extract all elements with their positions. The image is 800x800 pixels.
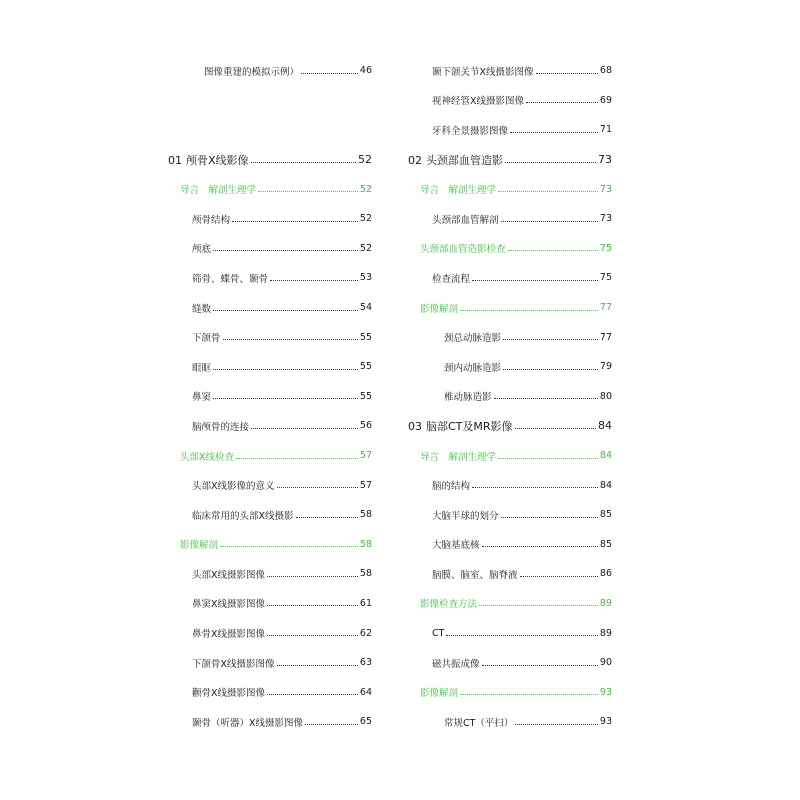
toc-subsection-entry[interactable] xyxy=(408,470,612,500)
toc-section-entry[interactable] xyxy=(168,530,372,560)
page-number: 79 xyxy=(599,361,612,373)
page-number: 73 xyxy=(598,153,612,167)
entry-title: 头部X线摄影图像 xyxy=(192,569,266,581)
entry-title: 头部X线影像的意义 xyxy=(192,481,275,493)
entry-title: 图像重建的模拟示例） xyxy=(204,66,300,78)
page-number: 93 xyxy=(599,686,612,698)
dot-leader xyxy=(267,576,358,577)
chapter-number: 03 xyxy=(408,419,422,433)
page-number: 89 xyxy=(599,627,612,639)
entry-title: 椎动脉造影 xyxy=(444,392,492,404)
dot-leader xyxy=(503,369,598,370)
dot-leader xyxy=(482,546,598,547)
dot-leader xyxy=(472,487,598,488)
dot-leader xyxy=(508,250,598,251)
dot-leader xyxy=(460,310,598,311)
dot-leader xyxy=(267,694,358,695)
chapter-number: 01 xyxy=(168,153,182,167)
entry-title: 大脑基底核 xyxy=(432,540,480,552)
page-number: 62 xyxy=(359,627,372,639)
page-number: 52 xyxy=(358,153,372,167)
toc-section-entry[interactable] xyxy=(408,677,612,707)
entry-title: 鼻骨X线摄影图像 xyxy=(192,629,266,641)
dot-leader xyxy=(258,191,358,192)
page-number: 64 xyxy=(359,686,372,698)
toc-section-entry[interactable] xyxy=(408,441,612,471)
page-number: 55 xyxy=(359,390,372,402)
dot-leader xyxy=(232,221,358,222)
dot-leader xyxy=(267,635,358,636)
toc-subsection-entry[interactable] xyxy=(408,618,612,648)
chapter-heading xyxy=(168,152,249,168)
page-number: 80 xyxy=(599,390,612,402)
page-number: 52 xyxy=(359,213,372,225)
toc-section-entry[interactable] xyxy=(408,234,612,264)
page-number: 89 xyxy=(599,597,612,609)
entry-title: 颞骨（听器）X线摄影图像 xyxy=(192,717,304,729)
page-number: 54 xyxy=(359,302,372,314)
toc-section-entry[interactable] xyxy=(408,174,612,204)
page-number: 77 xyxy=(599,331,612,343)
page-number: 58 xyxy=(359,568,372,580)
dot-leader xyxy=(472,280,598,281)
dot-leader xyxy=(277,665,358,666)
toc-subsection-entry[interactable] xyxy=(408,204,612,234)
entry-title: 影像解剖 xyxy=(420,303,459,315)
dot-leader xyxy=(213,369,358,370)
entry-title: 颅底 xyxy=(192,244,212,256)
chapter-number: 02 xyxy=(408,153,422,167)
dot-leader xyxy=(446,635,597,636)
dot-leader xyxy=(515,724,597,725)
toc-section-entry[interactable] xyxy=(408,589,612,619)
entry-title: 导言 解剖生理学 xyxy=(420,451,497,463)
toc-subsection-entry[interactable] xyxy=(408,500,612,530)
toc-subsection-entry[interactable] xyxy=(408,707,612,737)
page-number: 75 xyxy=(599,272,612,284)
entry-title: 颧骨X线摄影图像 xyxy=(192,688,266,700)
entry-title: 鼻窦X线摄影图像 xyxy=(192,599,266,611)
dot-leader xyxy=(277,487,358,488)
dot-leader xyxy=(236,458,358,459)
dot-leader xyxy=(482,665,598,666)
blank-line xyxy=(168,86,372,116)
toc-subsection-entry[interactable] xyxy=(168,382,372,412)
entry-title: 脑膜、脑室、脑脊液 xyxy=(432,569,518,581)
page-number: 85 xyxy=(599,538,612,550)
toc-subsection-entry[interactable] xyxy=(408,559,612,589)
entry-title: 颞下颌关节X线摄影图像 xyxy=(432,66,534,78)
dot-leader xyxy=(213,310,358,311)
entry-title: 颈总动脉造影 xyxy=(444,333,502,345)
toc-subsection-entry[interactable] xyxy=(408,86,612,116)
toc-subsection-entry[interactable] xyxy=(408,352,612,382)
entry-title: 头颈部血管造影 xyxy=(426,153,503,167)
entry-title: 影像解剖 xyxy=(180,540,219,552)
entry-title: 影像检查方法 xyxy=(420,599,478,611)
chapter-heading xyxy=(408,418,513,434)
entry-title: 头颈部血管解剖 xyxy=(432,214,499,226)
entry-title: 颅骨X线影像 xyxy=(186,153,249,167)
page-number: 53 xyxy=(359,272,372,284)
entry-title: 常规CT（平扫） xyxy=(444,717,514,729)
page-number: 58 xyxy=(359,509,372,521)
toc-subsection-entry[interactable] xyxy=(168,322,372,352)
toc-subsection-entry[interactable] xyxy=(408,263,612,293)
page-number: 61 xyxy=(359,597,372,609)
entry-title: 眼眶 xyxy=(192,362,212,374)
page-number: 65 xyxy=(359,716,372,728)
page-number: 57 xyxy=(359,479,372,491)
toc-subsection-entry[interactable] xyxy=(168,589,372,619)
dot-leader xyxy=(251,162,356,163)
entry-title: 下颌骨 xyxy=(192,333,221,345)
chapter-heading xyxy=(408,152,503,168)
dot-leader xyxy=(498,458,598,459)
page-number: 93 xyxy=(599,716,612,728)
dot-leader xyxy=(270,280,358,281)
page-number: 69 xyxy=(599,94,612,106)
page-number: 58 xyxy=(359,538,372,550)
dot-leader xyxy=(503,339,598,340)
page-number: 73 xyxy=(599,213,612,225)
toc-chapter-entry[interactable] xyxy=(408,145,612,175)
toc-subsection-entry[interactable] xyxy=(168,677,372,707)
dot-leader xyxy=(510,132,598,133)
page-number: 85 xyxy=(599,509,612,521)
toc-subsection-entry[interactable] xyxy=(168,56,372,86)
toc-subsection-entry[interactable] xyxy=(408,115,612,145)
page-number: 84 xyxy=(598,419,612,433)
toc-column-left xyxy=(168,56,372,737)
entry-title: 视神经管X线摄影图像 xyxy=(432,96,525,108)
toc-subsection-entry[interactable] xyxy=(168,411,372,441)
dot-leader xyxy=(213,250,358,251)
entry-title: 临床常用的头部X线摄影 xyxy=(192,510,294,522)
page-number: 57 xyxy=(359,450,372,462)
entry-title: 大脑半球的划分 xyxy=(432,510,499,522)
dot-leader xyxy=(479,605,598,606)
toc-section-entry[interactable] xyxy=(168,174,372,204)
dot-leader xyxy=(515,428,596,429)
entry-title: 鼻窦 xyxy=(192,392,212,404)
entry-title: 脑颅骨的连接 xyxy=(192,421,250,433)
toc-subsection-entry[interactable] xyxy=(168,559,372,589)
dot-leader xyxy=(494,398,598,399)
entry-title: 导言 解剖生理学 xyxy=(420,185,497,197)
entry-title: 脑的结构 xyxy=(432,481,471,493)
entry-title: 检查流程 xyxy=(432,273,471,285)
dot-leader xyxy=(301,73,358,74)
toc-subsection-entry[interactable] xyxy=(408,530,612,560)
dot-leader xyxy=(536,73,598,74)
dot-leader xyxy=(498,191,598,192)
entry-title: 影像解剖 xyxy=(420,688,459,700)
page-number: 46 xyxy=(359,65,372,77)
page-number: 84 xyxy=(599,479,612,491)
page-number: 86 xyxy=(599,568,612,580)
entry-title: 牙科全景摄影图像 xyxy=(432,125,509,137)
page-number: 75 xyxy=(599,242,612,254)
page-number: 52 xyxy=(359,242,372,254)
entry-title: 颅骨结构 xyxy=(192,214,231,226)
entry-title: 筛骨、蝶骨、颞骨 xyxy=(192,273,269,285)
toc-column-right xyxy=(408,56,612,737)
page-number: 68 xyxy=(599,65,612,77)
toc-chapter-entry[interactable] xyxy=(408,411,612,441)
page-number: 56 xyxy=(359,420,372,432)
toc-subsection-entry[interactable] xyxy=(168,263,372,293)
page-number: 84 xyxy=(599,450,612,462)
toc-subsection-entry[interactable] xyxy=(168,648,372,678)
page-number: 73 xyxy=(599,183,612,195)
blank-line xyxy=(168,115,372,145)
entry-title: 下颌骨X线摄影图像 xyxy=(192,658,275,670)
dot-leader xyxy=(501,221,598,222)
toc-subsection-entry[interactable] xyxy=(168,707,372,737)
toc-subsection-entry[interactable] xyxy=(408,382,612,412)
page-number: 55 xyxy=(359,331,372,343)
toc-section-entry[interactable] xyxy=(408,293,612,323)
entry-title: 颈内动脉造影 xyxy=(444,362,502,374)
entry-title: 头部X线检查 xyxy=(180,451,235,463)
entry-title: 脑部CT及MR影像 xyxy=(426,419,513,433)
toc-chapter-entry[interactable] xyxy=(168,145,372,175)
dot-leader xyxy=(526,102,598,103)
toc-subsection-entry[interactable] xyxy=(168,234,372,264)
entry-title: 头颈部血管造影检查 xyxy=(420,244,506,256)
page-number: 71 xyxy=(599,124,612,136)
toc-subsection-entry[interactable] xyxy=(168,293,372,323)
dot-leader xyxy=(251,428,358,429)
dot-leader xyxy=(296,517,358,518)
dot-leader xyxy=(505,162,596,163)
entry-title: 导言 解剖生理学 xyxy=(180,185,257,197)
page-number: 55 xyxy=(359,361,372,373)
dot-leader xyxy=(305,724,358,725)
dot-leader xyxy=(267,605,358,606)
entry-title: 缝数 xyxy=(192,303,212,315)
toc-subsection-entry[interactable] xyxy=(408,56,612,86)
dot-leader xyxy=(223,339,358,340)
page-number: 77 xyxy=(599,302,612,314)
entry-title: 磁共振成像 xyxy=(432,658,480,670)
toc-subsection-entry[interactable] xyxy=(168,352,372,382)
toc-subsection-entry[interactable] xyxy=(408,648,612,678)
dot-leader xyxy=(220,546,358,547)
dot-leader xyxy=(460,694,598,695)
dot-leader xyxy=(520,576,598,577)
dot-leader xyxy=(213,398,358,399)
toc-section-entry[interactable] xyxy=(168,441,372,471)
toc-subsection-entry[interactable] xyxy=(408,322,612,352)
page-number: 90 xyxy=(599,657,612,669)
entry-title: CT xyxy=(432,627,445,639)
page-number: 52 xyxy=(359,183,372,195)
toc-subsection-entry[interactable] xyxy=(168,618,372,648)
toc-subsection-entry[interactable] xyxy=(168,204,372,234)
toc-subsection-entry[interactable] xyxy=(168,470,372,500)
dot-leader xyxy=(501,517,598,518)
page-number: 63 xyxy=(359,657,372,669)
toc-subsection-entry[interactable] xyxy=(168,500,372,530)
